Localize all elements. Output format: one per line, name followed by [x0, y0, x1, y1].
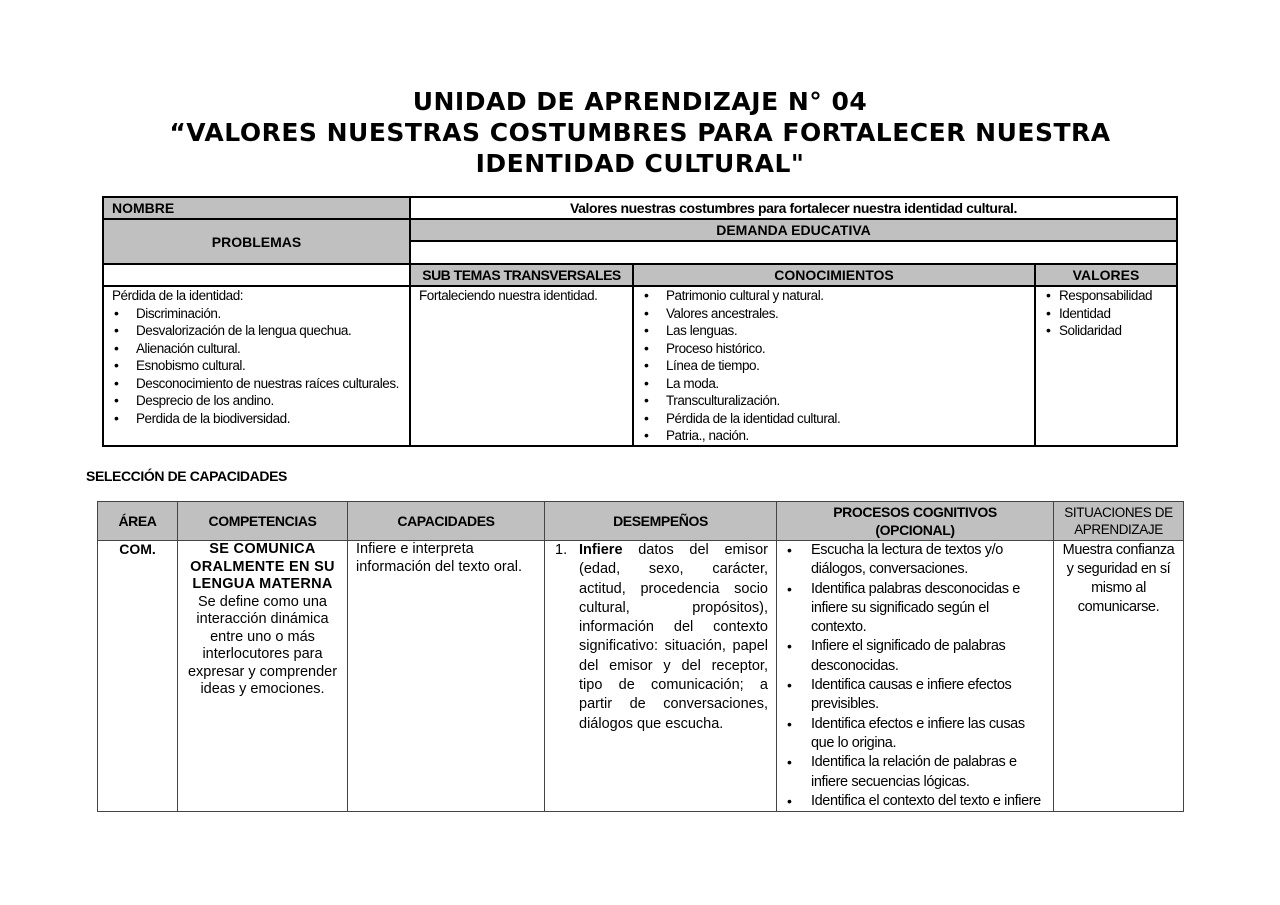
problema-item: • Desvalorización de la lengua quechua. [112, 322, 401, 340]
valores-cell [1035, 286, 1177, 446]
problemas-label-cont [103, 264, 410, 286]
problemas-cell [103, 286, 410, 446]
capacidades-table [97, 501, 1184, 812]
header-desempenos: DESEMPEÑOS [545, 502, 777, 541]
valor-item: • Solidaridad [1044, 322, 1168, 340]
header-capacidades: CAPACIDADES [348, 502, 545, 541]
proceso-item: • Identifica el contexto del texto e infiere [785, 792, 1045, 811]
conocimiento-item: • Patrimonio cultural y natural. [642, 287, 1026, 305]
subtemas-label: SUB TEMAS TRANSVERSALES [410, 264, 633, 286]
procesos-cell [777, 541, 1054, 812]
header-procesos [777, 502, 1054, 541]
proceso-item: • Identifica palabras desconocidas e infiere su significado según el contexto. [785, 580, 1045, 638]
header-situaciones-line-1: SITUACIONES DE [1064, 505, 1173, 520]
conocimiento-item: • Valores ancestrales. [642, 305, 1026, 323]
problema-item: • Alienación cultural. [112, 340, 401, 358]
valor-item: • Responsabilidad [1044, 287, 1168, 305]
title-line-3: IDENTIDAD CULTURAL" [475, 149, 805, 178]
problemas-label: PROBLEMAS [103, 219, 410, 264]
document-title [100, 86, 1180, 179]
proceso-item: • Identifica causas e infiere efectos previsibles. [785, 676, 1045, 715]
header-procesos-line-1: PROCESOS COGNITIVOS [833, 504, 997, 520]
conocimiento-item: • Patria., nación. [642, 427, 1026, 445]
desempeno-cell [545, 541, 777, 812]
title-line-1: UNIDAD DE APRENDIZAJE N° 04 [412, 87, 868, 116]
proceso-item: • Infiere el significado de palabras desconocidas. [785, 637, 1045, 676]
conocimientos-cell [633, 286, 1035, 446]
desempeno-number: 1. [555, 542, 568, 558]
header-competencias: COMPETENCIAS [178, 502, 348, 541]
problema-item: • Desconocimiento de nuestras raíces culturales. [112, 375, 401, 393]
area-value: COM. [98, 541, 178, 812]
capacidad-value: Infiere e interpreta información del texto oral. [348, 541, 545, 812]
header-situaciones-line-2: APRENDIZAJE [1074, 522, 1163, 537]
problema-item: • Discriminación. [112, 305, 401, 323]
header-procesos-line-2: (OPCIONAL) [875, 522, 955, 538]
desempeno-verb: Infiere [579, 542, 623, 558]
problema-item: • Perdida de la biodiversidad. [112, 410, 401, 428]
subtema-value: Fortaleciendo nuestra identidad. [410, 286, 633, 446]
valores-label: VALORES [1035, 264, 1177, 286]
conocimiento-item: • Pérdida de la identidad cultural. [642, 410, 1026, 428]
conocimiento-item: • Las lenguas. [642, 322, 1026, 340]
nombre-label: NOMBRE [103, 197, 410, 219]
situacion-value: Muestra confianza y seguridad en sí mismo al comunicarse. [1054, 541, 1184, 812]
desempeno-text: datos del emisor (edad, sexo, carácter, actitud, procedencia socio cultural, propósitos), información del contexto significativo: situación, papel del emisor y del receptor, tipo de comunicación; a partir de conversaciones, diálogos que escucha. [579, 542, 768, 732]
problema-item: • Esnobismo cultural. [112, 357, 401, 375]
conocimiento-item: • Transculturalización. [642, 392, 1026, 410]
problema-item: • Desprecio de los andino. [112, 392, 401, 410]
section-title: SELECCIÓN DE CAPACIDADES [86, 468, 287, 484]
conocimiento-item: • La moda. [642, 375, 1026, 393]
competencia-cell [178, 541, 348, 812]
competencia-desc: Se define como una interacción dinámica entre uno o más interlocutores para expresar y comprender ideas y emociones. [187, 593, 338, 697]
conocimientos-label: CONOCIMIENTOS [633, 264, 1035, 286]
problemas-intro: Pérdida de la identidad: [112, 288, 244, 303]
nombre-value: Valores nuestras costumbres para fortalecer nuestra identidad cultural. [410, 197, 1177, 219]
valor-item: • Identidad [1044, 305, 1168, 323]
competencia-title: SE COMUNICA ORALMENTE EN SU LENGUA MATERNA [190, 541, 335, 592]
proceso-item: • Identifica la relación de palabras e infiere secuencias lógicas. [785, 753, 1045, 792]
proceso-item: • Identifica efectos e infiere las cusas que lo origina. [785, 715, 1045, 754]
header-situaciones [1054, 502, 1184, 541]
title-line-2: “VALORES NUESTRAS COSTUMBRES PARA FORTALECER NUESTRA [169, 118, 1111, 147]
demanda-label: DEMANDA EDUCATIVA [410, 219, 1177, 241]
demanda-value [410, 241, 1177, 264]
conocimiento-item: • Proceso histórico. [642, 340, 1026, 358]
proceso-item: • Escucha la lectura de textos y/o diálogos, conversaciones. [785, 541, 1045, 580]
header-area: ÁREA [98, 502, 178, 541]
unit-table [102, 196, 1178, 447]
conocimiento-item: • Línea de tiempo. [642, 357, 1026, 375]
